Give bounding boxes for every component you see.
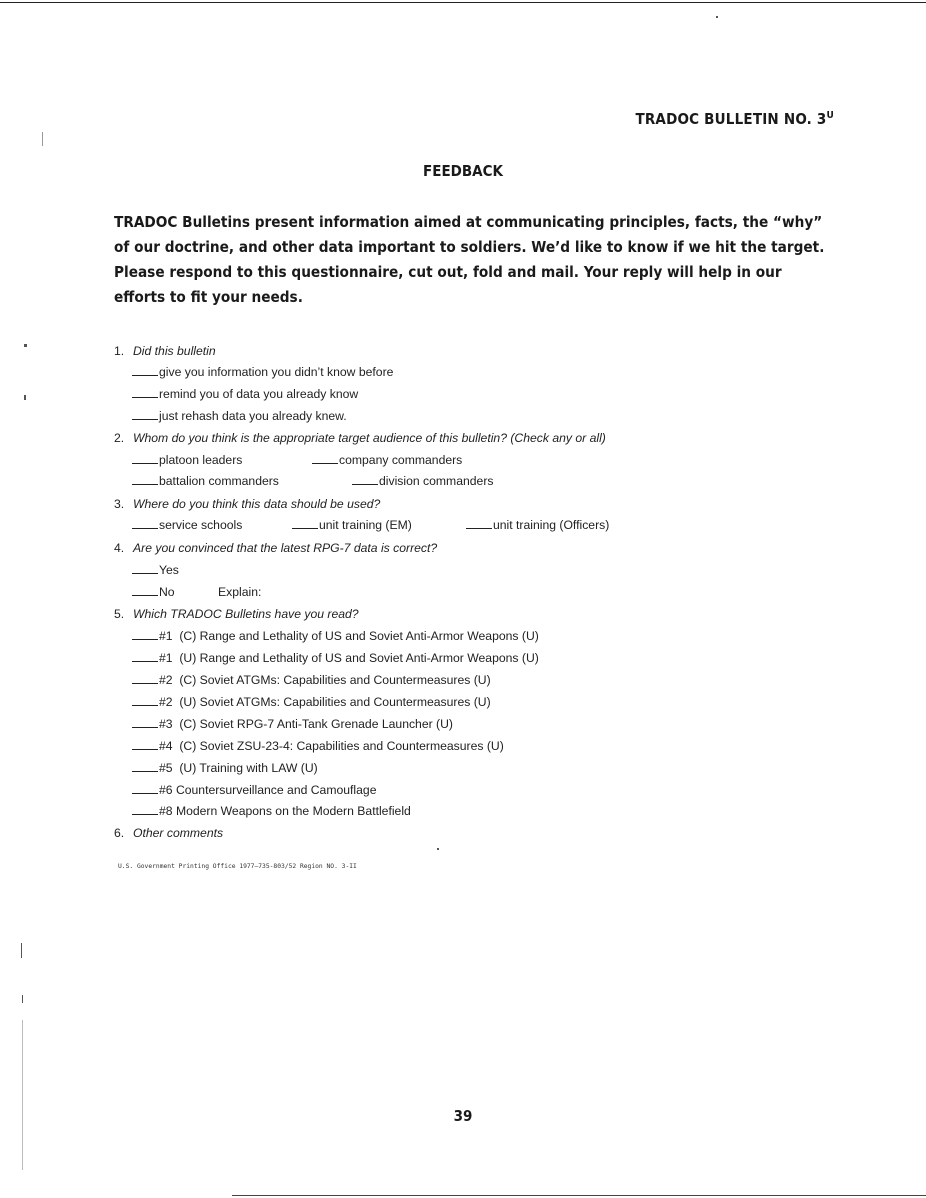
option-row[interactable] bbox=[132, 563, 179, 577]
option-label: battalion commanders bbox=[159, 474, 279, 488]
question-6 bbox=[114, 826, 223, 840]
option-label: give you information you didn’t know before bbox=[159, 365, 394, 379]
option-label: company commanders bbox=[339, 453, 463, 467]
answer-blank[interactable] bbox=[132, 518, 158, 529]
question-text: Are you convinced that the latest RPG-7 data is correct? bbox=[133, 541, 438, 555]
question-text: Where do you think this data should be used? bbox=[133, 497, 381, 511]
question-text: Other comments bbox=[133, 826, 224, 840]
option-row[interactable] bbox=[132, 518, 242, 532]
option-row[interactable] bbox=[132, 804, 411, 818]
option-row[interactable] bbox=[292, 518, 412, 532]
option-label: unit training (EM) bbox=[319, 518, 412, 532]
answer-blank[interactable] bbox=[132, 563, 158, 574]
question-number: 2. bbox=[114, 431, 125, 445]
option-row[interactable] bbox=[132, 673, 491, 687]
intro-paragraph: TRADOC Bulletins present information aimed at communicating principles, facts, the “why” of our doctrine, and other data important to soldiers. We’d like to know if we hit the target. Please respond to this questionnaire, cut out, fold and mail. Your reply will help in our efforts to fit your needs. bbox=[114, 213, 825, 306]
option-row[interactable] bbox=[132, 695, 491, 709]
question-number: 3. bbox=[114, 497, 125, 511]
option-label: service schools bbox=[159, 518, 243, 532]
answer-blank[interactable] bbox=[132, 585, 158, 596]
page-title: FEEDBACK bbox=[423, 162, 503, 180]
option-label: just rehash data you already knew. bbox=[159, 409, 347, 423]
question-number: 5. bbox=[114, 607, 125, 621]
option-row[interactable] bbox=[132, 585, 175, 599]
answer-blank[interactable] bbox=[132, 783, 158, 794]
option-label: platoon leaders bbox=[159, 453, 243, 467]
question-2 bbox=[114, 431, 606, 445]
option-label: remind you of data you already know bbox=[159, 387, 359, 401]
question-1 bbox=[114, 344, 216, 358]
option-label: #1 (C) Range and Lethality of US and Soviet Anti-Armor Weapons (U) bbox=[159, 629, 539, 643]
answer-blank[interactable] bbox=[132, 695, 158, 706]
scan-speck bbox=[24, 344, 27, 347]
option-row[interactable] bbox=[132, 387, 358, 401]
scan-speck bbox=[437, 848, 439, 850]
question-number: 6. bbox=[114, 826, 125, 840]
question-5 bbox=[114, 607, 359, 621]
option-label: #3 (C) Soviet RPG-7 Anti-Tank Grenade Launcher (U) bbox=[159, 717, 453, 731]
option-row[interactable] bbox=[132, 739, 504, 753]
page-number: 39 bbox=[453, 1107, 473, 1125]
option-label: #6 Countersurveillance and Camouflage bbox=[159, 783, 377, 797]
option-label: #5 (U) Training with LAW (U) bbox=[159, 761, 318, 775]
answer-blank[interactable] bbox=[352, 474, 378, 485]
question-4 bbox=[114, 541, 437, 555]
option-row[interactable] bbox=[132, 717, 453, 731]
option-row[interactable] bbox=[132, 629, 539, 643]
answer-blank[interactable] bbox=[132, 365, 158, 376]
answer-blank[interactable] bbox=[132, 717, 158, 728]
scan-speck bbox=[22, 995, 23, 1003]
answer-blank[interactable] bbox=[132, 474, 158, 485]
answer-blank[interactable] bbox=[132, 761, 158, 772]
question-text: Did this bulletin bbox=[133, 344, 216, 358]
option-label: unit training (Officers) bbox=[493, 518, 610, 532]
answer-blank[interactable] bbox=[132, 453, 158, 464]
option-row[interactable] bbox=[132, 365, 393, 379]
option-row[interactable] bbox=[312, 453, 462, 467]
option-label: #8 Modern Weapons on the Modern Battlefield bbox=[159, 804, 411, 818]
answer-blank[interactable] bbox=[466, 518, 492, 529]
answer-blank[interactable] bbox=[132, 651, 158, 662]
answer-blank[interactable] bbox=[132, 804, 158, 815]
question-text: Whom do you think is the appropriate target audience of this bulletin? (Check any or all) bbox=[133, 431, 606, 445]
answer-blank[interactable] bbox=[132, 387, 158, 398]
option-row[interactable] bbox=[132, 761, 318, 775]
explain-label: Explain: bbox=[218, 585, 262, 599]
answer-blank[interactable] bbox=[132, 673, 158, 684]
question-3 bbox=[114, 497, 380, 511]
printing-office-line: U.S. Government Printing Office 1977—735-803/52 Region NO. 3-II bbox=[118, 863, 357, 870]
option-row[interactable] bbox=[132, 453, 242, 467]
option-row[interactable] bbox=[132, 783, 376, 797]
option-row[interactable] bbox=[352, 474, 493, 488]
option-row[interactable] bbox=[466, 518, 609, 532]
bottom-rule bbox=[232, 1195, 926, 1196]
option-row[interactable] bbox=[132, 474, 279, 488]
option-label: #4 (C) Soviet ZSU-23-4: Capabilities and Countermeasures (U) bbox=[159, 739, 504, 753]
question-number: 4. bbox=[114, 541, 125, 555]
question-number: 1. bbox=[114, 344, 125, 358]
answer-blank[interactable] bbox=[132, 409, 158, 420]
option-label: #2 (U) Soviet ATGMs: Capabilities and Countermeasures (U) bbox=[159, 695, 491, 709]
scan-speck bbox=[24, 395, 26, 400]
option-label: #1 (U) Range and Lethality of US and Soviet Anti-Armor Weapons (U) bbox=[159, 651, 539, 665]
answer-blank[interactable] bbox=[132, 629, 158, 640]
answer-blank[interactable] bbox=[292, 518, 318, 529]
scan-speck bbox=[716, 16, 718, 18]
bulletin-number: TRADOC BULLETIN NO. 3 bbox=[635, 110, 827, 128]
option-row[interactable] bbox=[132, 651, 539, 665]
question-text: Which TRADOC Bulletins have you read? bbox=[133, 607, 359, 621]
option-label: Yes bbox=[159, 563, 179, 577]
option-row[interactable] bbox=[132, 409, 347, 423]
answer-blank[interactable] bbox=[132, 739, 158, 750]
option-label: No bbox=[159, 585, 175, 599]
answer-blank[interactable] bbox=[312, 453, 338, 464]
option-label: division commanders bbox=[379, 474, 494, 488]
scan-speck bbox=[21, 943, 22, 958]
scan-speck bbox=[22, 1020, 23, 1170]
bulletin-suffix: U bbox=[826, 110, 834, 121]
scan-speck bbox=[42, 132, 43, 146]
option-label: #2 (C) Soviet ATGMs: Capabilities and Countermeasures (U) bbox=[159, 673, 491, 687]
